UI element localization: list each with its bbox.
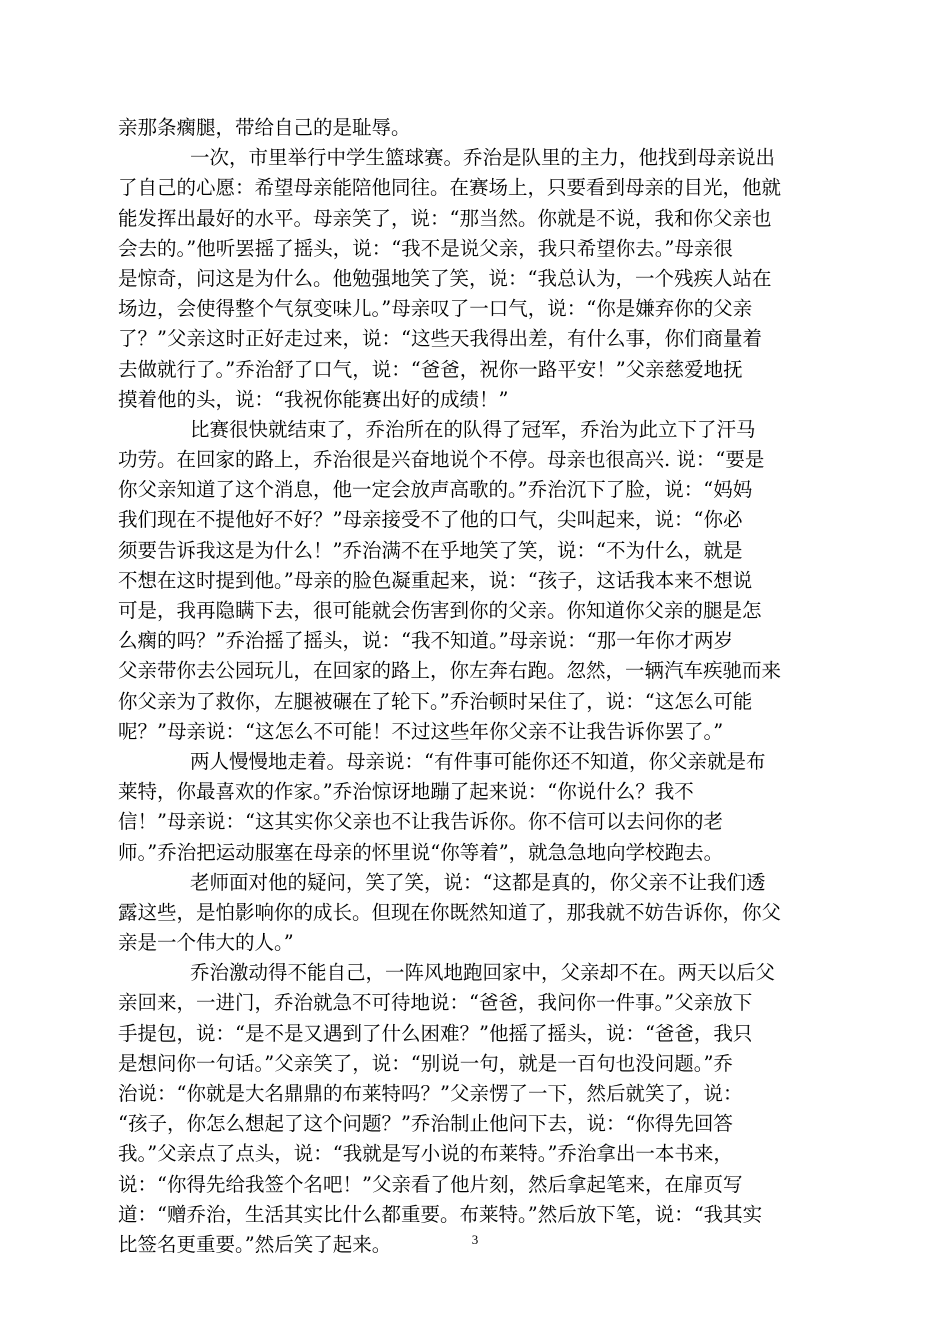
text-line: 你父亲为了救你，左腿被碾在了轮下。”乔治顿时呆住了，说：“这怎么可能 [118,689,753,713]
text-line: 功劳。在回家的路上，乔治很是兴奋地说个不停。母亲也很高兴. 说：“要是 [118,448,765,472]
text-line: 么瘸的吗？”乔治摇了摇头，说：“我不知道。”母亲说：“那一年你才两岁 [118,629,734,653]
text-line: 亲是一个伟大的人。” [118,931,294,955]
text-line: 须要告诉我这是为什么！”乔治满不在乎地笑了笑，说：“不为什么，就是 [118,538,743,562]
text-line: 不想在这时提到他。”母亲的脸色凝重起来，说：“孩子，这话我本来不想说 [118,568,753,592]
text-line: 比签名更重要。”然后笑了起来。 [118,1232,392,1256]
text-line: 了？”父亲这时正好走过来，说：“这些天我得出差，有什么事，你们商量着 [118,327,762,351]
text-line: 你父亲知道了这个消息，他一定会放声高歌的。”乔治沉下了脸，说：“妈妈 [118,478,753,502]
text-line: 道：“赠乔治，生活其实比什么都重要。布莱特。”然后放下笔，说：“我其实 [118,1202,763,1226]
text-line: 可是，我再隐瞒下去，很可能就会伤害到你的父亲。你知道你父亲的腿是怎 [118,599,762,622]
text-line: 摸着他的头，说：“我祝你能赛出好的成绩！” [118,387,509,411]
text-line: 呢？”母亲说：“这怎么不可能！不过这些年你父亲不让我告诉你罢了。” [118,719,724,743]
text-line: 说：“你得先给我签个名吧！”父亲看了他片刻，然后拿起笔来，在扉页写 [118,1172,743,1196]
text-line: 我们现在不提他好不好？”母亲接受不了他的口气，尖叫起来，说：“你必 [118,508,743,532]
paragraph-first-line: 两人慢慢地走着。母亲说：“有件事可能你还不知道，你父亲就是布 [190,749,766,773]
paragraph-first-line: 乔治激动得不能自己，一阵风地跑回家中，父亲却不在。两天以后父 [190,961,776,985]
text-line: 会去的。”他听罢摇了摇头，说：“我不是说父亲，我只希望你去。”母亲很 [118,236,733,260]
text-line: 能发挥出最好的水平。母亲笑了，说：“那当然。你就是不说，我和你父亲也 [118,206,772,230]
text-line: 父亲带你去公园玩儿，在回家的路上，你左奔右跑。忽然，一辆汽车疾驰而来 [118,659,782,683]
text-line: 治说：“你就是大名鼎鼎的布莱特吗？”父亲愣了一下，然后就笑了，说： [118,1082,743,1105]
paragraph-first-line: 老师面对他的疑问，笑了笑，说：“这都是真的，你父亲不让我们透 [190,870,766,894]
text-line: 了自己的心愿：希望母亲能陪他同往。在赛场上，只要看到母亲的目光，他就 [118,176,782,200]
text-line: 露这些，是怕影响你的成长。但现在你既然知道了，那我就不妨告诉你，你父 [118,900,782,924]
text-line: 是惊奇，问这是为什么。他勉强地笑了笑，说：“我总认为，一个残疾人站在 [118,266,772,290]
paragraph-first-line: 比赛很快就结束了，乔治所在的队得了冠军，乔治为此立下了汗马 [190,417,756,441]
text-line: 师。”乔治把运动服塞在母亲的怀里说“你等着”，就急急地向学校跑去。 [118,840,724,864]
text-line: 手提包，说：“是不是又遇到了什么困难？”他摇了摇头，说：“爸爸，我只 [118,1021,753,1045]
text-line: 去做就行了。”乔治舒了口气，说：“爸爸，祝你一路平安！”父亲慈爱地抚 [118,357,743,381]
paragraph-first-line: 一次，市里举行中学生篮球赛。乔治是队里的主力，他找到母亲说出 [190,146,776,170]
text-line: 莱特，你最喜欢的作家。”乔治惊讶地蹦了起来说：“你说什么？我不 [118,780,694,804]
text-line: 信！”母亲说：“这其实你父亲也不让我告诉你。你不信可以去问你的老 [118,810,723,834]
text-line: “孩子，你怎么想起了这个问题？”乔治制止他问下去，说：“你得先回答 [118,1112,733,1136]
text-line: 场边，会使得整个气氛变味儿。”母亲叹了一口气，说：“你是嫌弃你的父亲 [118,297,753,321]
page-number: 3 [471,1232,479,1247]
text-line: 是想问你一句话。”父亲笑了，说：“别说一句，就是一百句也没问题。”乔 [118,1051,733,1075]
text-line: 亲回来，一进门，乔治就急不可待地说：“爸爸，我问你一件事。”父亲放下 [118,991,753,1015]
text-line: 亲那条瘸腿，带给自己的是耻辱。 [118,116,411,139]
text-line: 我。”父亲点了点头，说：“我就是写小说的布莱特。”乔治拿出一本书来， [118,1142,733,1166]
document-body [118,113,834,1260]
